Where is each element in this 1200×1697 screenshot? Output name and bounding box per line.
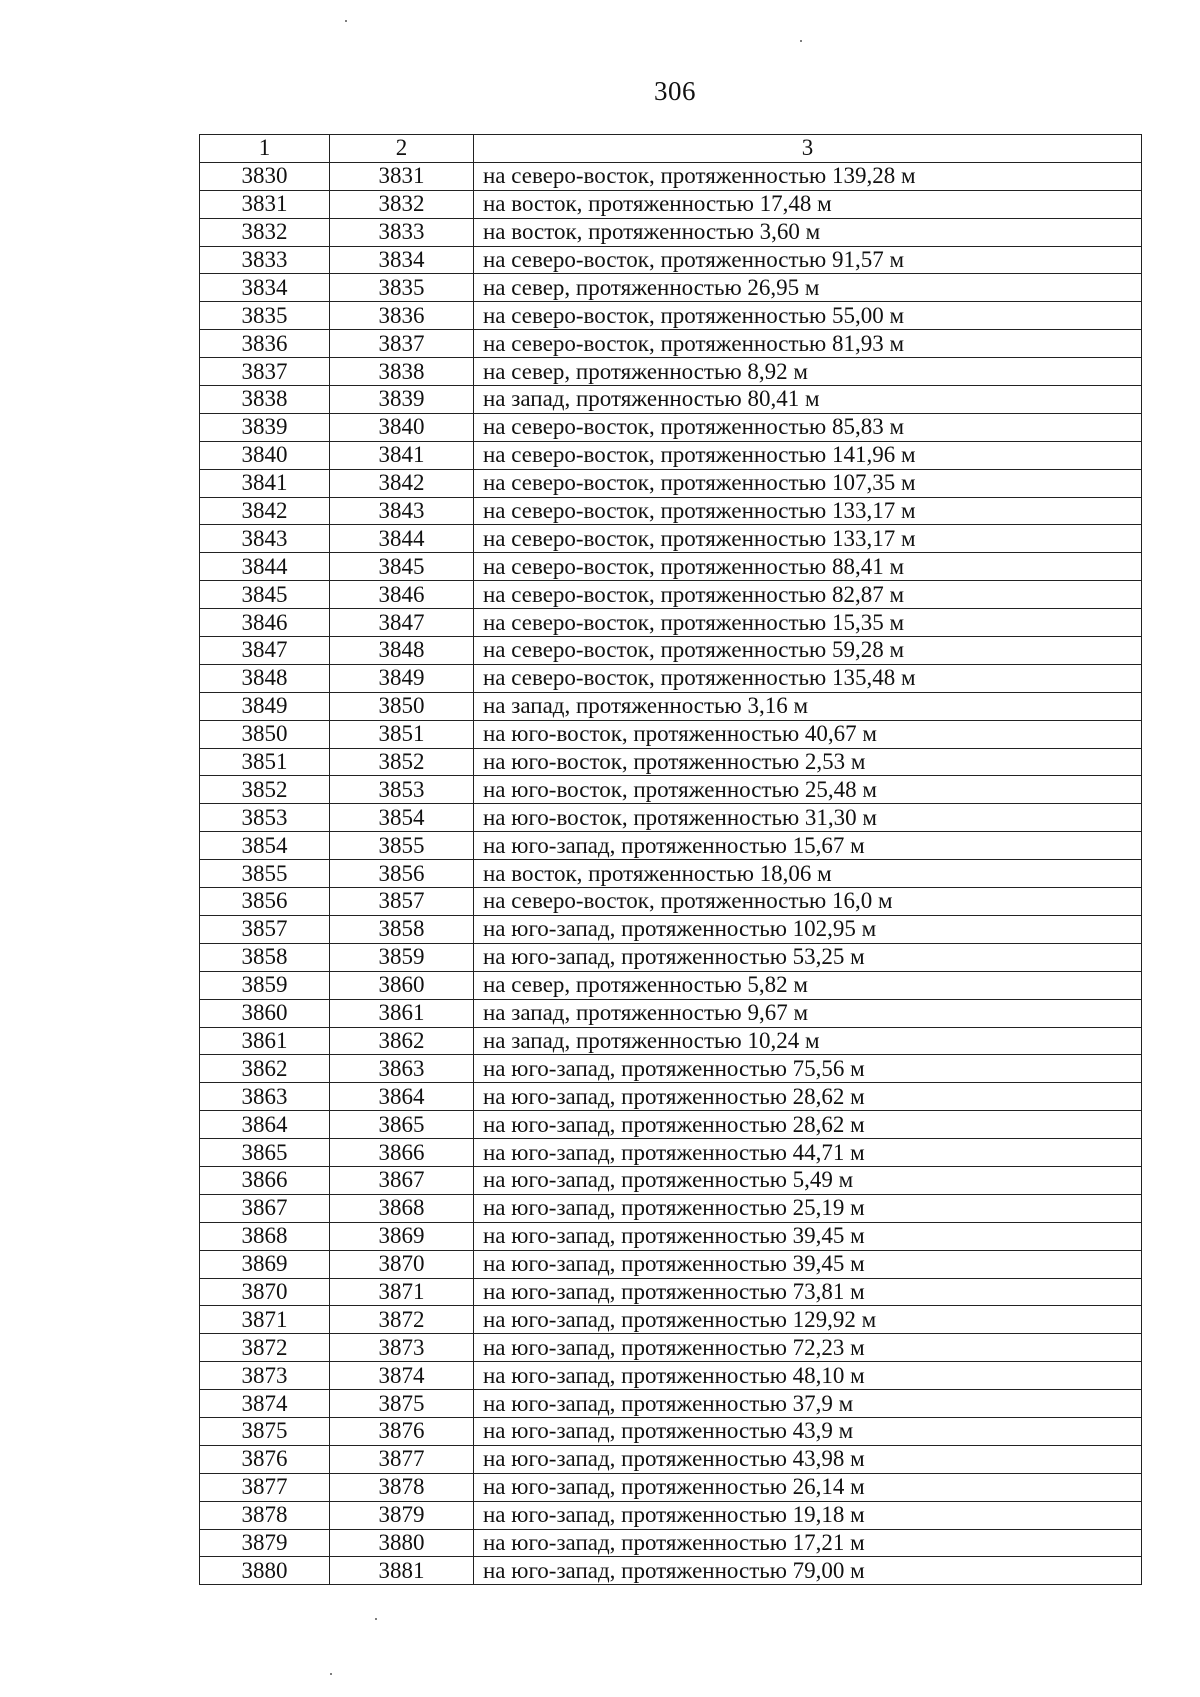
point-to-cell: 3863 <box>330 1055 474 1083</box>
point-from-cell: 3833 <box>200 246 330 274</box>
point-from-cell: 3861 <box>200 1027 330 1055</box>
table-row <box>200 1445 1142 1473</box>
point-from-cell: 3866 <box>200 1166 330 1194</box>
point-from-cell: 3845 <box>200 581 330 609</box>
point-from-cell: 3857 <box>200 915 330 943</box>
point-to-cell: 3871 <box>330 1278 474 1306</box>
table-row <box>200 1250 1142 1278</box>
point-to-cell: 3862 <box>330 1027 474 1055</box>
table-row <box>200 971 1142 999</box>
point-from-cell: 3838 <box>200 386 330 414</box>
table-row <box>200 1306 1142 1334</box>
point-from-cell: 3855 <box>200 860 330 888</box>
direction-length-cell: на юго-запад, протяженностью 43,9 м <box>474 1417 1142 1445</box>
table-row <box>200 246 1142 274</box>
point-from-cell: 3853 <box>200 804 330 832</box>
table-row <box>200 1111 1142 1139</box>
direction-length-cell: на запад, протяженностью 3,16 м <box>474 692 1142 720</box>
direction-length-cell: на юго-восток, протяженностью 31,30 м <box>474 804 1142 832</box>
point-from-cell: 3865 <box>200 1139 330 1167</box>
table-row <box>200 692 1142 720</box>
point-to-cell: 3836 <box>330 302 474 330</box>
point-from-cell: 3869 <box>200 1250 330 1278</box>
point-to-cell: 3838 <box>330 358 474 386</box>
point-to-cell: 3856 <box>330 860 474 888</box>
table-row <box>200 1473 1142 1501</box>
direction-length-cell: на юго-запад, протяженностью 19,18 м <box>474 1501 1142 1529</box>
table-row <box>200 386 1142 414</box>
direction-length-cell: на северо-восток, протяженностью 133,17 м <box>474 497 1142 525</box>
point-from-cell: 3851 <box>200 748 330 776</box>
table-row <box>200 218 1142 246</box>
point-to-cell: 3841 <box>330 441 474 469</box>
point-to-cell: 3875 <box>330 1390 474 1418</box>
table-row <box>200 497 1142 525</box>
point-from-cell: 3862 <box>200 1055 330 1083</box>
point-from-cell: 3856 <box>200 888 330 916</box>
point-from-cell: 3880 <box>200 1557 330 1585</box>
point-to-cell: 3880 <box>330 1529 474 1557</box>
direction-length-cell: на юго-запад, протяженностью 37,9 м <box>474 1390 1142 1418</box>
scan-speck <box>345 20 347 22</box>
direction-length-cell: на север, протяженностью 5,82 м <box>474 971 1142 999</box>
direction-length-cell: на северо-восток, протяженностью 82,87 м <box>474 581 1142 609</box>
point-to-cell: 3839 <box>330 386 474 414</box>
point-from-cell: 3830 <box>200 162 330 190</box>
point-to-cell: 3855 <box>330 832 474 860</box>
table-row <box>200 915 1142 943</box>
direction-length-cell: на северо-восток, протяженностью 15,35 м <box>474 609 1142 637</box>
point-from-cell: 3871 <box>200 1306 330 1334</box>
table-row <box>200 1529 1142 1557</box>
direction-length-cell: на восток, протяженностью 3,60 м <box>474 218 1142 246</box>
direction-length-cell: на юго-запад, протяженностью 15,67 м <box>474 832 1142 860</box>
point-from-cell: 3848 <box>200 664 330 692</box>
point-to-cell: 3861 <box>330 999 474 1027</box>
table-row <box>200 609 1142 637</box>
point-to-cell: 3831 <box>330 162 474 190</box>
table-row <box>200 720 1142 748</box>
point-to-cell: 3872 <box>330 1306 474 1334</box>
table-row <box>200 999 1142 1027</box>
table-row <box>200 1501 1142 1529</box>
point-from-cell: 3843 <box>200 525 330 553</box>
direction-length-cell: на юго-запад, протяженностью 48,10 м <box>474 1362 1142 1390</box>
point-from-cell: 3858 <box>200 943 330 971</box>
point-to-cell: 3846 <box>330 581 474 609</box>
table-row <box>200 358 1142 386</box>
direction-length-cell: на юго-запад, протяженностью 79,00 м <box>474 1557 1142 1585</box>
boundary-table-container <box>199 134 1141 1585</box>
table-row <box>200 525 1142 553</box>
point-to-cell: 3843 <box>330 497 474 525</box>
point-to-cell: 3877 <box>330 1445 474 1473</box>
point-to-cell: 3857 <box>330 888 474 916</box>
direction-length-cell: на юго-запад, протяженностью 102,95 м <box>474 915 1142 943</box>
point-from-cell: 3867 <box>200 1194 330 1222</box>
direction-length-cell: на запад, протяженностью 10,24 м <box>474 1027 1142 1055</box>
point-from-cell: 3840 <box>200 441 330 469</box>
boundary-table <box>199 134 1142 1585</box>
point-to-cell: 3859 <box>330 943 474 971</box>
point-from-cell: 3831 <box>200 190 330 218</box>
point-from-cell: 3878 <box>200 1501 330 1529</box>
direction-length-cell: на запад, протяженностью 9,67 м <box>474 999 1142 1027</box>
table-row <box>200 1278 1142 1306</box>
point-from-cell: 3835 <box>200 302 330 330</box>
point-to-cell: 3865 <box>330 1111 474 1139</box>
table-row <box>200 1083 1142 1111</box>
point-from-cell: 3874 <box>200 1390 330 1418</box>
point-from-cell: 3868 <box>200 1222 330 1250</box>
point-to-cell: 3878 <box>330 1473 474 1501</box>
table-row <box>200 1166 1142 1194</box>
point-from-cell: 3849 <box>200 692 330 720</box>
table-row <box>200 748 1142 776</box>
column-header-2: 2 <box>330 135 474 163</box>
table-row <box>200 1194 1142 1222</box>
point-to-cell: 3854 <box>330 804 474 832</box>
point-to-cell: 3842 <box>330 469 474 497</box>
point-to-cell: 3873 <box>330 1334 474 1362</box>
scan-speck <box>800 40 802 42</box>
header-row <box>200 135 1142 163</box>
direction-length-cell: на юго-запад, протяженностью 53,25 м <box>474 943 1142 971</box>
direction-length-cell: на юго-запад, протяженностью 17,21 м <box>474 1529 1142 1557</box>
table-row <box>200 860 1142 888</box>
table-row <box>200 1027 1142 1055</box>
point-to-cell: 3864 <box>330 1083 474 1111</box>
table-row <box>200 162 1142 190</box>
table-row <box>200 1417 1142 1445</box>
point-from-cell: 3872 <box>200 1334 330 1362</box>
direction-length-cell: на юго-запад, протяженностью 72,23 м <box>474 1334 1142 1362</box>
column-header-3: 3 <box>474 135 1142 163</box>
table-row <box>200 888 1142 916</box>
table-row <box>200 1557 1142 1585</box>
point-from-cell: 3850 <box>200 720 330 748</box>
point-to-cell: 3835 <box>330 274 474 302</box>
point-from-cell: 3863 <box>200 1083 330 1111</box>
table-row <box>200 190 1142 218</box>
direction-length-cell: на восток, протяженностью 17,48 м <box>474 190 1142 218</box>
point-to-cell: 3852 <box>330 748 474 776</box>
table-row <box>200 804 1142 832</box>
point-from-cell: 3852 <box>200 776 330 804</box>
point-to-cell: 3837 <box>330 330 474 358</box>
table-header <box>200 135 1142 163</box>
point-to-cell: 3845 <box>330 553 474 581</box>
point-to-cell: 3832 <box>330 190 474 218</box>
point-from-cell: 3875 <box>200 1417 330 1445</box>
point-to-cell: 3879 <box>330 1501 474 1529</box>
direction-length-cell: на северо-восток, протяженностью 59,28 м <box>474 637 1142 665</box>
direction-length-cell: на север, протяженностью 26,95 м <box>474 274 1142 302</box>
table-row <box>200 330 1142 358</box>
scan-speck <box>375 1618 377 1620</box>
direction-length-cell: на юго-запад, протяженностью 28,62 м <box>474 1083 1142 1111</box>
point-from-cell: 3839 <box>200 413 330 441</box>
table-row <box>200 302 1142 330</box>
table-row <box>200 581 1142 609</box>
point-to-cell: 3848 <box>330 637 474 665</box>
column-header-1: 1 <box>200 135 330 163</box>
point-to-cell: 3876 <box>330 1417 474 1445</box>
point-from-cell: 3836 <box>200 330 330 358</box>
direction-length-cell: на восток, протяженностью 18,06 м <box>474 860 1142 888</box>
table-row <box>200 1334 1142 1362</box>
table-row <box>200 1362 1142 1390</box>
direction-length-cell: на юго-запад, протяженностью 25,19 м <box>474 1194 1142 1222</box>
point-from-cell: 3877 <box>200 1473 330 1501</box>
direction-length-cell: на юго-восток, протяженностью 40,67 м <box>474 720 1142 748</box>
page-number: 306 <box>654 76 696 106</box>
point-from-cell: 3876 <box>200 1445 330 1473</box>
point-to-cell: 3867 <box>330 1166 474 1194</box>
point-to-cell: 3847 <box>330 609 474 637</box>
point-to-cell: 3881 <box>330 1557 474 1585</box>
point-to-cell: 3840 <box>330 413 474 441</box>
direction-length-cell: на северо-восток, протяженностью 133,17 м <box>474 525 1142 553</box>
point-to-cell: 3851 <box>330 720 474 748</box>
point-from-cell: 3854 <box>200 832 330 860</box>
point-to-cell: 3850 <box>330 692 474 720</box>
direction-length-cell: на север, протяженностью 8,92 м <box>474 358 1142 386</box>
direction-length-cell: на северо-восток, протяженностью 88,41 м <box>474 553 1142 581</box>
point-to-cell: 3858 <box>330 915 474 943</box>
table-row <box>200 1390 1142 1418</box>
direction-length-cell: на северо-восток, протяженностью 135,48 м <box>474 664 1142 692</box>
direction-length-cell: на юго-запад, протяженностью 39,45 м <box>474 1250 1142 1278</box>
table-row <box>200 274 1142 302</box>
direction-length-cell: на юго-запад, протяженностью 39,45 м <box>474 1222 1142 1250</box>
table-row <box>200 553 1142 581</box>
point-from-cell: 3847 <box>200 637 330 665</box>
table-row <box>200 1139 1142 1167</box>
table-row <box>200 637 1142 665</box>
point-from-cell: 3864 <box>200 1111 330 1139</box>
direction-length-cell: на юго-запад, протяженностью 28,62 м <box>474 1111 1142 1139</box>
point-to-cell: 3869 <box>330 1222 474 1250</box>
point-from-cell: 3842 <box>200 497 330 525</box>
point-from-cell: 3873 <box>200 1362 330 1390</box>
direction-length-cell: на юго-восток, протяженностью 25,48 м <box>474 776 1142 804</box>
point-from-cell: 3860 <box>200 999 330 1027</box>
point-from-cell: 3834 <box>200 274 330 302</box>
table-row <box>200 943 1142 971</box>
direction-length-cell: на северо-восток, протяженностью 141,96 м <box>474 441 1142 469</box>
direction-length-cell: на северо-восток, протяженностью 91,57 м <box>474 246 1142 274</box>
point-from-cell: 3832 <box>200 218 330 246</box>
point-to-cell: 3849 <box>330 664 474 692</box>
direction-length-cell: на северо-восток, протяженностью 55,00 м <box>474 302 1142 330</box>
point-to-cell: 3834 <box>330 246 474 274</box>
point-to-cell: 3853 <box>330 776 474 804</box>
point-to-cell: 3844 <box>330 525 474 553</box>
point-to-cell: 3868 <box>330 1194 474 1222</box>
table-row <box>200 441 1142 469</box>
point-from-cell: 3879 <box>200 1529 330 1557</box>
point-from-cell: 3844 <box>200 553 330 581</box>
direction-length-cell: на юго-запад, протяженностью 73,81 м <box>474 1278 1142 1306</box>
direction-length-cell: на запад, протяженностью 80,41 м <box>474 386 1142 414</box>
direction-length-cell: на северо-восток, протяженностью 85,83 м <box>474 413 1142 441</box>
direction-length-cell: на юго-запад, протяженностью 5,49 м <box>474 1166 1142 1194</box>
direction-length-cell: на юго-запад, протяженностью 26,14 м <box>474 1473 1142 1501</box>
point-to-cell: 3874 <box>330 1362 474 1390</box>
point-to-cell: 3866 <box>330 1139 474 1167</box>
table-row <box>200 1222 1142 1250</box>
point-to-cell: 3833 <box>330 218 474 246</box>
point-to-cell: 3870 <box>330 1250 474 1278</box>
table-row <box>200 469 1142 497</box>
direction-length-cell: на северо-восток, протяженностью 139,28 м <box>474 162 1142 190</box>
direction-length-cell: на юго-запад, протяженностью 75,56 м <box>474 1055 1142 1083</box>
point-from-cell: 3859 <box>200 971 330 999</box>
direction-length-cell: на юго-восток, протяженностью 2,53 м <box>474 748 1142 776</box>
point-from-cell: 3841 <box>200 469 330 497</box>
point-from-cell: 3837 <box>200 358 330 386</box>
table-body <box>200 162 1142 1584</box>
direction-length-cell: на юго-запад, протяженностью 44,71 м <box>474 1139 1142 1167</box>
table-row <box>200 664 1142 692</box>
point-to-cell: 3860 <box>330 971 474 999</box>
direction-length-cell: на юго-запад, протяженностью 43,98 м <box>474 1445 1142 1473</box>
point-from-cell: 3870 <box>200 1278 330 1306</box>
scan-speck <box>330 1673 332 1675</box>
table-row <box>200 1055 1142 1083</box>
table-row <box>200 832 1142 860</box>
table-row <box>200 413 1142 441</box>
direction-length-cell: на северо-восток, протяженностью 16,0 м <box>474 888 1142 916</box>
direction-length-cell: на юго-запад, протяженностью 129,92 м <box>474 1306 1142 1334</box>
direction-length-cell: на северо-восток, протяженностью 107,35 м <box>474 469 1142 497</box>
direction-length-cell: на северо-восток, протяженностью 81,93 м <box>474 330 1142 358</box>
table-row <box>200 776 1142 804</box>
point-from-cell: 3846 <box>200 609 330 637</box>
